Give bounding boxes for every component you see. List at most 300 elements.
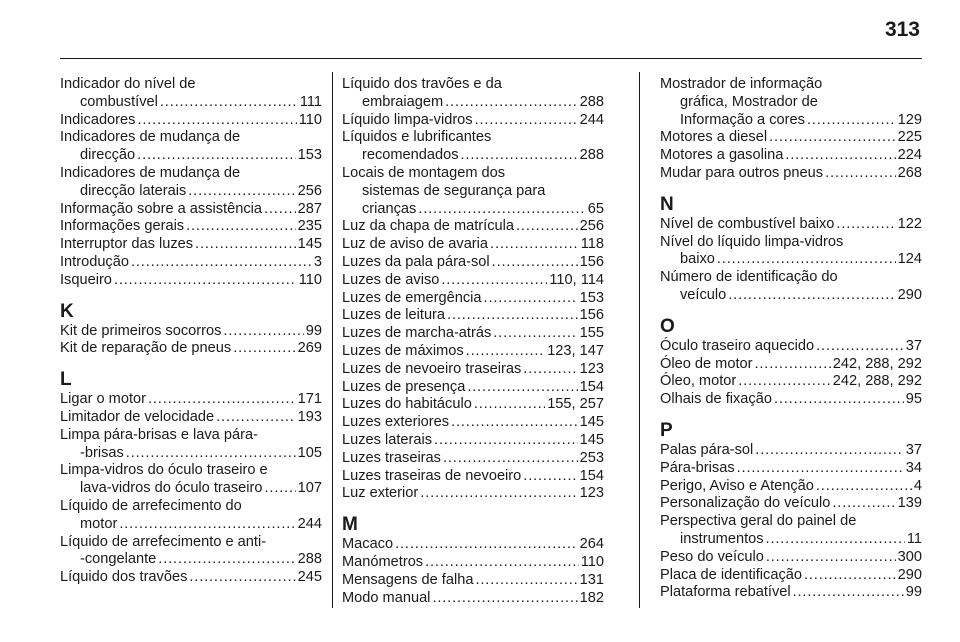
index-term: Limitador de velocidade [60,408,215,425]
dot-leader [148,391,296,409]
index-term: Kit de reparação de pneus [60,340,232,357]
index-entry [60,254,322,272]
page-reference: 11 [906,530,922,547]
index-entry-line [342,343,604,361]
index-entry-line [660,216,922,234]
dot-leader [119,516,295,534]
index-entry [660,234,922,270]
dot-leader [160,94,298,112]
index-term: Modo manual [342,589,431,606]
index-term: crianças [362,200,417,217]
index-term: Informação a cores [680,111,805,128]
index-entry [60,534,322,570]
index-term: Limpa pára-brisas e lava pára- [60,426,258,443]
index-entry [342,218,604,236]
index-term: Luzes de nevoeiro traseiras [342,360,522,377]
page-reference: 242, 288, 292 [832,355,922,372]
dot-leader [804,567,896,585]
page-reference: 145 [579,431,604,448]
index-entry-line [342,536,604,554]
index-entry-line [60,112,322,130]
index-term: Indicador do nível de [60,76,196,92]
index-entry [60,340,322,358]
index-column-1 [60,76,322,587]
index-entry [342,450,604,468]
section-letter: K [60,300,74,322]
page-reference: 110 [580,553,604,570]
index-entry-line [660,442,922,460]
index-entry [342,468,604,486]
index-entry-line [660,495,922,513]
dot-leader [466,343,546,361]
dot-leader [717,251,896,269]
index-term: Líquido dos travões [60,569,188,586]
index-entry-line [660,567,922,585]
index-term: Líquidos e lubrificantes [342,129,492,146]
index-entry-line [60,94,322,112]
page-reference: 111 [299,93,322,110]
index-term: Motores a diesel [660,129,768,146]
index-entry [660,356,922,374]
column-divider [332,72,333,608]
index-entry-line [60,147,322,165]
index-entry-line [660,251,922,269]
dot-leader [223,323,303,341]
index-term: Perigo, Aviso e Atenção [660,477,814,494]
index-term: Luzes do habitáculo [342,396,472,413]
index-entry [660,338,922,356]
index-term: Óleo, motor [660,373,737,390]
index-entry-line [60,340,322,358]
index-entry-line [342,307,604,325]
index-entry-line [342,183,604,201]
index-entry-line [60,129,322,147]
index-entry [660,549,922,567]
page-reference: 224 [897,147,922,164]
dot-leader [737,460,904,478]
index-entry [60,272,322,290]
index-entry-line [342,414,604,432]
index-entry [660,216,922,234]
index-entry [342,554,604,572]
page-reference: 288 [579,93,604,110]
page-reference: 154 [579,378,604,395]
index-term: combustível [80,93,158,110]
dot-leader [445,94,578,112]
page-reference: 110 [298,271,322,288]
index-entry-line [660,391,922,409]
page-reference: 268 [897,164,922,181]
index-entry-line [342,361,604,379]
index-term: Isqueiro [60,271,112,288]
index-entry-line [660,356,922,374]
dot-leader [816,338,904,356]
index-term: Número de identificação do [660,269,838,286]
page-reference: 244 [297,515,322,532]
page-reference: 153 [297,147,322,164]
section-letter: L [60,369,72,391]
page-reference: 34 [905,459,922,476]
index-entry [660,478,922,496]
index-entry-line [660,129,922,147]
page-reference: 182 [579,589,604,606]
page-reference: 256 [579,218,604,235]
index-term: Luzes de leitura [342,307,446,324]
index-entry [342,165,604,218]
page-reference: 256 [297,182,322,199]
index-entry [342,396,604,414]
page-reference: 300 [897,548,922,565]
index-entry-line [660,338,922,356]
index-entry-line [60,498,322,516]
page-reference: 129 [897,111,922,128]
index-entry-line [342,76,604,94]
index-entry-line [60,427,322,445]
index-term: -brisas [80,444,124,461]
index-entry [342,272,604,290]
page-reference: 124 [897,251,922,268]
section-letter: M [342,514,358,536]
dot-leader [265,480,296,498]
index-term: Personalização do veículo [660,495,831,512]
index-term: Luzes traseiras de nevoeiro [342,467,522,484]
index-entry [342,76,604,112]
index-entry-line [660,94,922,112]
index-term: Ligar o motor [60,391,146,408]
index-entry-line [342,450,604,468]
index-entry-line [60,462,322,480]
dot-leader [189,569,295,587]
index-term: veículo [680,286,727,303]
index-entry [60,201,322,219]
index-entry-line [660,549,922,567]
dot-leader [766,531,905,549]
index-entry-line [342,272,604,290]
section-letter: O [660,315,675,337]
index-entry-line [342,165,604,183]
index-entry-line [660,584,922,602]
index-entry [342,290,604,308]
index-entry [660,165,922,183]
dot-leader [186,218,296,236]
page-reference: 193 [297,408,322,425]
index-term: Limpa-vidros do óculo traseiro e [60,462,268,479]
index-term: Interruptor das luzes [60,236,194,253]
index-term: Locais de montagem dos [342,164,506,181]
index-entry-line [60,391,322,409]
dot-leader [137,147,295,165]
page-reference: 171 [297,391,322,408]
page-reference: 145 [579,414,604,431]
dot-leader [418,201,585,219]
page-number: 313 [884,18,920,41]
index-term: embraiagem [362,93,444,110]
page-reference: 131 [579,571,604,588]
page-reference: 3 [313,253,322,270]
page-reference: 253 [579,449,604,466]
index-term: Luzes da pala pára-sol [342,253,490,270]
index-column-2 [342,76,604,607]
index-entry-line [60,254,322,272]
index-term: Informação sobre a assistência [60,200,262,217]
index-entry-line [342,396,604,414]
page-reference: 235 [297,218,322,235]
dot-leader [447,307,578,325]
page-reference: 110, 114 [549,271,604,288]
index-entry [342,590,604,608]
index-entry-line [660,76,922,94]
index-entry [660,391,922,409]
index-term: Peso do veículo [660,548,764,565]
index-term: Mostrador de informação [660,76,823,92]
index-entry [342,414,604,432]
index-term: Indicadores [60,111,136,128]
page-reference: 145 [297,236,322,253]
index-term: Pára-brisas [660,459,735,476]
index-entry-line [660,147,922,165]
page-reference: 95 [905,391,922,408]
index-term: Manómetros [342,553,424,570]
index-entry [60,165,322,201]
index-entry [660,129,922,147]
page-reference: 37 [905,441,922,458]
index-term: Líquido de arrefecimento do [60,497,242,514]
index-entry-line [342,290,604,308]
index-entry [342,343,604,361]
index-term: Mensagens de falha [342,571,474,588]
index-term: Macaco [342,536,394,553]
index-entry-line [60,516,322,534]
index-term: Luzes de presença [342,378,466,395]
page-reference: 118 [580,236,604,253]
index-term: direcção laterais [80,182,187,199]
dot-leader [195,236,296,254]
page-reference: 99 [305,322,322,339]
index-entry [660,373,922,391]
dot-leader [490,236,579,254]
dot-leader [216,409,296,427]
index-entry-line [342,129,604,147]
index-entry [660,147,922,165]
index-entry-line [342,254,604,272]
dot-leader [443,450,578,468]
index-term: Motores a gasolina [660,147,784,164]
dot-leader [785,147,895,165]
index-entry [60,129,322,165]
page-reference: 123 [579,360,604,377]
index-term: Luzes de marcha-atrás [342,325,492,342]
index-entry [660,76,922,129]
index-entry-line [342,468,604,486]
index-term: recomendados [362,147,459,164]
index-entry-line [60,201,322,219]
index-entry [60,323,322,341]
page-reference: 242, 288, 292 [832,373,922,390]
dot-leader [493,325,577,343]
index-entry-line [342,590,604,608]
page-reference: 65 [587,200,604,217]
index-entry [60,391,322,409]
index-term: Luzes de emergência [342,289,482,306]
index-term: Mudar para outros pneus [660,164,824,181]
dot-leader [425,554,579,572]
page-reference: 287 [297,200,322,217]
index-entry [342,129,604,165]
index-entry-line [342,218,604,236]
index-term: Nível do líquido limpa-vidros [660,233,844,250]
index-term: baixo [680,251,715,268]
index-entry [60,498,322,534]
dot-leader [467,379,577,397]
dot-leader [441,272,547,290]
index-entry [660,567,922,585]
dot-leader [395,536,578,554]
index-entry-line [660,460,922,478]
page-reference: 269 [297,340,322,357]
index-entry [342,112,604,130]
dot-leader [754,356,830,374]
index-entry-line [60,323,322,341]
index-term: Kit de primeiros socorros [60,322,222,339]
page-reference: 110 [298,111,322,128]
index-entry [342,236,604,254]
dot-leader [769,129,896,147]
index-entry-line [60,76,322,94]
page-reference: 123, 147 [547,342,604,359]
dot-leader [738,373,830,391]
page-reference: 155, 257 [547,396,604,413]
dot-leader [774,391,904,409]
page-reference: 139 [897,495,922,512]
page-reference: 123 [579,485,604,502]
index-entry [60,409,322,427]
index-entry-line [60,165,322,183]
index-entry-line [342,432,604,450]
section-letter: P [660,419,673,441]
index-entry-line [60,569,322,587]
page-reference: 99 [905,584,922,601]
dot-leader [114,272,297,290]
section-letter: N [660,193,674,215]
index-term: Luzes de máximos [342,342,464,359]
index-term: -congelante [80,551,157,568]
index-entry-line [660,234,922,252]
index-entry [60,462,322,498]
dot-leader [131,254,312,272]
page-reference: 290 [897,286,922,303]
index-entry-line [60,445,322,463]
page-reference: 155 [579,325,604,342]
index-entry-line [342,201,604,219]
dot-leader [484,290,578,308]
index-column-3 [660,76,922,602]
index-entry-line [660,373,922,391]
index-entry-line [342,112,604,130]
index-term: Líquido dos travões e da [342,76,502,92]
page-reference: 290 [897,566,922,583]
index-term: Indicadores de mudança de [60,164,241,181]
index-entry [342,307,604,325]
index-entry-line [60,272,322,290]
page-reference: 107 [297,480,322,497]
column-divider [639,72,640,608]
dot-leader [836,216,895,234]
dot-leader [492,254,578,272]
index-term: Placa de identificação [660,566,802,583]
index-term: Informações gerais [60,218,185,235]
index-term: instrumentos [680,530,764,547]
page-reference: 154 [579,467,604,484]
index-term: Indicadores de mudança de [60,129,241,146]
index-term: Óleo de motor [660,355,753,372]
index-term: Introdução [60,253,129,270]
index-entry-line [342,325,604,343]
index-entry-line [660,112,922,130]
index-entry [342,536,604,554]
index-entry-line [60,218,322,236]
index-entry [660,584,922,602]
index-term: Olhais de fixação [660,391,772,408]
dot-leader [432,590,577,608]
dot-leader [434,432,578,450]
index-entry-line [60,534,322,552]
header-rule [60,58,922,59]
index-entry [660,269,922,305]
dot-leader [825,165,896,183]
dot-leader [264,201,296,219]
dot-leader [233,340,295,358]
index-term: Luzes laterais [342,431,433,448]
index-term: Óculo traseiro aquecido [660,337,815,354]
page-reference: 122 [897,215,922,232]
page-reference: 156 [579,307,604,324]
dot-leader [474,396,545,414]
index-term: Luz da chapa de matrícula [342,218,514,235]
page-reference: 245 [297,569,322,586]
index-entry-line [342,554,604,572]
page-reference: 288 [579,147,604,164]
index-term: Nível de combustível baixo [660,215,835,232]
index-entry [342,485,604,503]
index-entry-line [660,165,922,183]
index-entry-line [342,94,604,112]
page-reference: 153 [579,289,604,306]
dot-leader [766,549,896,567]
index-entry [660,495,922,513]
index-entry [342,572,604,590]
index-entry-line [342,379,604,397]
index-entry [342,361,604,379]
index-entry [60,76,322,112]
index-term: Luzes traseiras [342,449,441,466]
index-term: sistemas de segurança para [362,182,546,199]
index-entry [60,218,322,236]
index-entry-line [660,287,922,305]
dot-leader [755,442,903,460]
index-entry-line [660,531,922,549]
index-entry-line [342,572,604,590]
index-term: Plataforma rebatível [660,584,791,601]
index-entry [660,442,922,460]
page-reference: 37 [905,337,922,354]
dot-leader [793,584,904,602]
index-term: gráfica, Mostrador de [680,93,818,110]
dot-leader [475,572,577,590]
dot-leader [420,485,577,503]
index-term: motor [80,515,118,532]
index-entry-line [60,480,322,498]
index-entry [60,569,322,587]
